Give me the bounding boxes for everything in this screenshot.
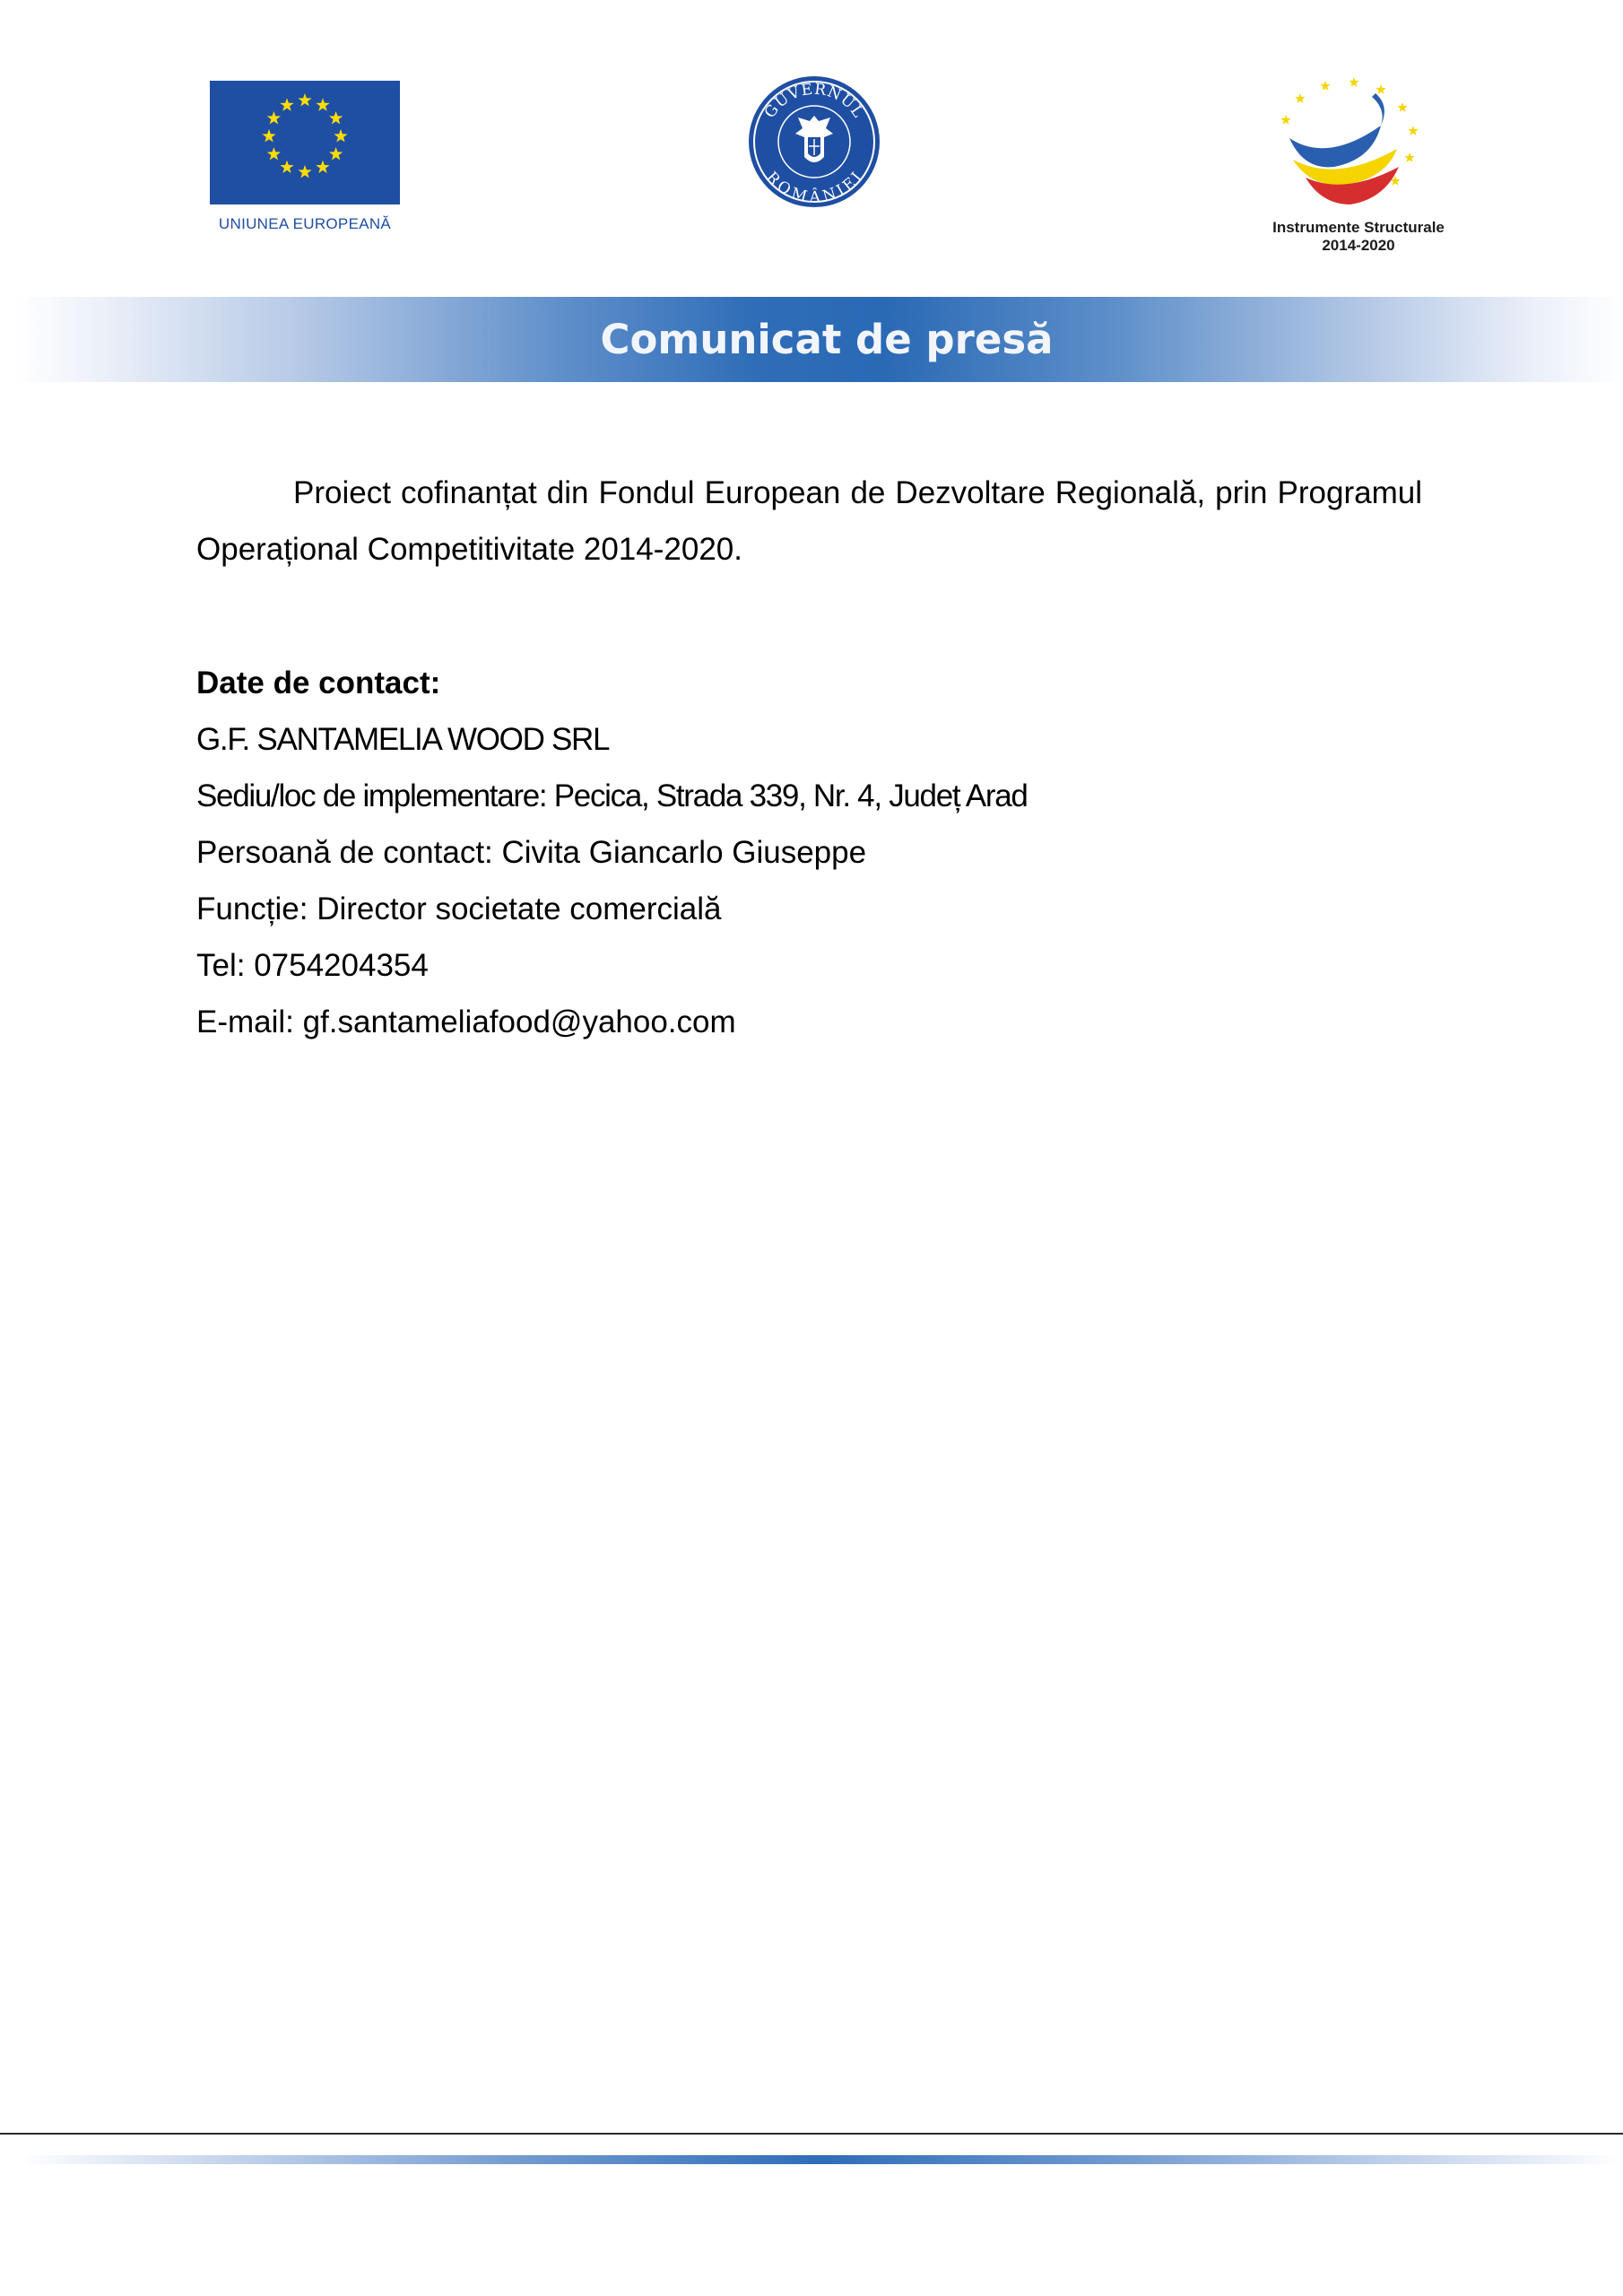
contact-email: E-mail: gf.santameliafood@yahoo.com <box>196 1004 736 1039</box>
contact-role: Funcție: Director societate comercială <box>196 891 722 926</box>
contact-person: Persoană de contact: Civita Giancarlo Giuseppe <box>196 835 867 870</box>
contact-company: G.F. SANTAMELIA WOOD SRL <box>196 722 610 757</box>
svg-text:ROMÂNIEI: ROMÂNIEI <box>762 168 867 207</box>
structural-instruments-logo <box>1246 74 1471 257</box>
footer-divider <box>0 2133 1623 2135</box>
page-title: Comunicat de presă <box>600 316 1054 363</box>
structural-instruments-caption <box>1246 219 1471 255</box>
document-body <box>196 465 1422 1050</box>
press-release-banner <box>16 297 1623 382</box>
structural-instruments-period: 2014-2020 <box>1322 237 1395 254</box>
structural-instruments-icon <box>1246 74 1471 217</box>
government-logo <box>747 74 881 209</box>
eu-flag-icon <box>210 81 400 204</box>
svg-text:GUVERNUL: GUVERNUL <box>760 80 868 122</box>
eu-logo-caption: UNIUNEA EUROPEANĂ <box>218 215 392 232</box>
contact-address: Sediu/loc de implementare: Pecica, Strada 339, Nr. 4, Județ Arad <box>196 778 1028 813</box>
project-funding-paragraph: Proiect cofinanțat din Fondul European de Dezvoltare Regională, prin Programul Operațional Competitivitate 2014-2020. <box>196 475 1422 567</box>
structural-instruments-title: Instrumente Structurale <box>1272 219 1445 236</box>
eu-logo <box>210 81 400 233</box>
contact-phone: Tel: 0754204354 <box>196 948 429 983</box>
contact-heading: Date de contact: <box>196 665 441 700</box>
romanian-government-seal-icon <box>747 74 881 209</box>
footer-gradient-bar <box>18 2155 1623 2164</box>
